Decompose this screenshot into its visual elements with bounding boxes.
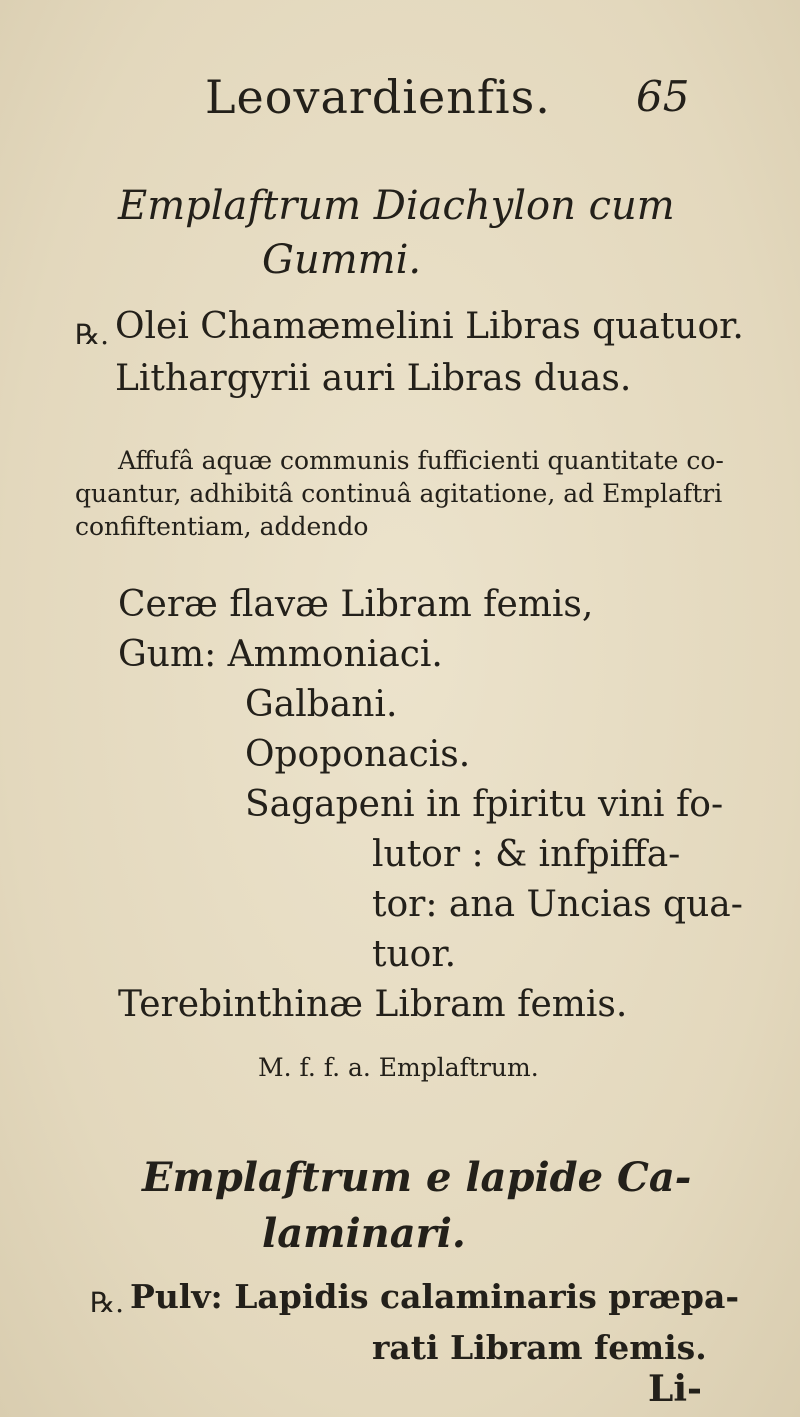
addition-line: lutor : & infpiffa- <box>372 834 681 875</box>
addition-line: tuor. <box>372 934 457 975</box>
addition-line: Ceræ flavæ Libram femis, <box>118 584 594 625</box>
recipe-2-ingredient-line-1: Pulv: Lapidis calaminaris præpa- <box>130 1277 740 1316</box>
recipe-1-instruction-line-3: confiftentiam, addendo <box>75 512 369 541</box>
recipe-1-title-line-2: Gummi. <box>262 237 422 283</box>
recipe-1-ingredient-line-1: Olei Chamæmelini Libras quatuor. <box>115 306 744 347</box>
recipe-1-ingredient-line-2: Lithargyrii auri Libras duas. <box>115 358 632 399</box>
page-number: 65 <box>636 72 690 121</box>
catchword: Li- <box>648 1368 702 1410</box>
addition-line: Sagapeni in fpiritu vini fo- <box>245 784 724 825</box>
recipe-1-instruction-line-2: quantur, adhibitâ continuâ agitatione, ad Emplaftri <box>75 479 723 508</box>
addition-line: tor: ana Uncias qua- <box>372 884 743 925</box>
addition-line: Galbani. <box>245 684 398 725</box>
addition-line: Terebinthinæ Libram femis. <box>118 984 628 1025</box>
recipe-1-instruction-line-1: Affufâ aquæ communis fufficienti quantitate co- <box>118 446 724 475</box>
addition-line: Gum: Ammoniaci. <box>118 634 443 675</box>
recipe-2-title-line-2: laminari. <box>262 1210 466 1257</box>
running-header-title: Leovardienfis. <box>205 70 551 124</box>
recipe-symbol: ℞. <box>75 318 110 351</box>
recipe-symbol: ℞. <box>90 1286 125 1319</box>
recipe-1-closing: M. f. f. a. Emplaftrum. <box>258 1053 539 1082</box>
recipe-2-ingredient-line-2: rati Libram femis. <box>372 1328 707 1367</box>
recipe-2-title-line-1: Emplaftrum e lapide Ca- <box>142 1154 692 1201</box>
addition-line: Opoponacis. <box>245 734 471 775</box>
recipe-1-title-line-1: Emplaftrum Diachylon cum <box>118 183 675 229</box>
